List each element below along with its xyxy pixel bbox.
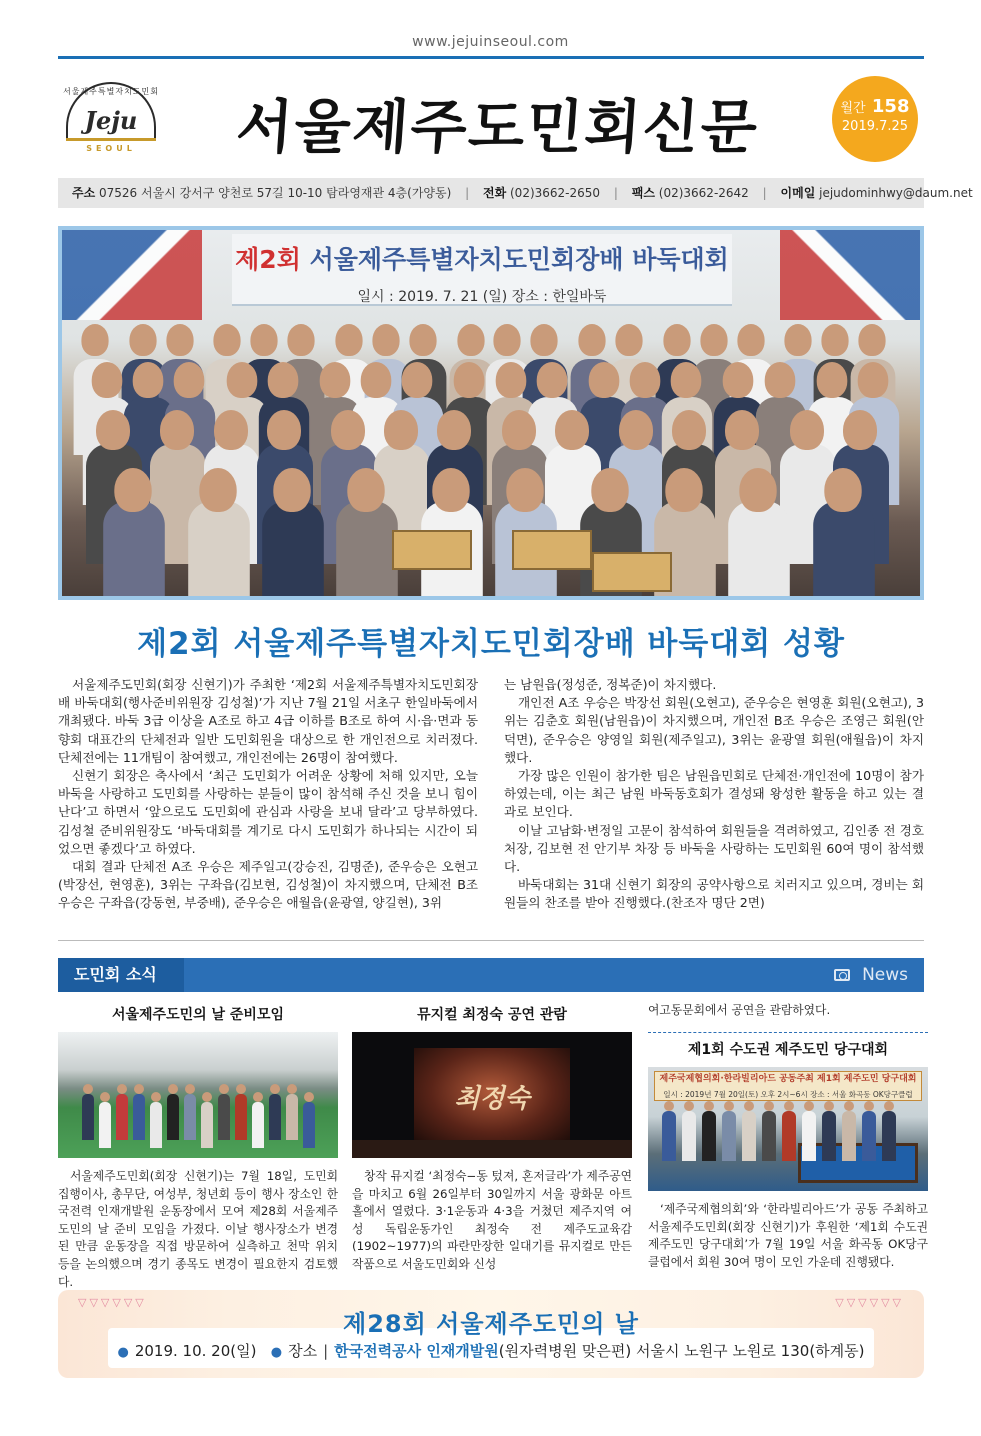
person-head: [384, 410, 418, 450]
person-head: [619, 410, 653, 450]
top-rule: [58, 56, 924, 59]
billiard-table: [798, 1143, 918, 1183]
person-head: [114, 468, 151, 512]
person-figure: [722, 1111, 736, 1161]
contact-info-bar: [58, 178, 973, 208]
person-figure: [762, 1111, 776, 1161]
person-head: [437, 410, 471, 450]
fax: (02)3662-2642: [658, 186, 749, 200]
person-figure: [167, 1094, 179, 1140]
person-head: [335, 324, 362, 356]
news-card-text: 창작 뮤지컬 ‘최정숙−동 텄져, 혼저글라’가 제주공연을 마치고 6월 26일부터 30일까지 서울 광화문 아트홀에서 열렸다. 3·1운동과 4·3을 거쳤던 제주지역 여성 독립운동가인 최정숙 전 제주도교육감(1902~1977)의 파란만장한 일대기를 뮤지컬로 만든 작품으로 서울도민회와 신성: [352, 1169, 632, 1271]
person-figure: [728, 501, 790, 600]
person-head: [457, 324, 484, 356]
person-head: [859, 324, 886, 356]
person-head: [816, 362, 847, 398]
stage-floor: [352, 1140, 632, 1158]
person-head: [858, 362, 889, 398]
person-head: [409, 324, 436, 356]
person-figure: [82, 1094, 94, 1140]
news-card-title: 제1회 수도권 제주도민 당구대회: [687, 1042, 889, 1058]
musical-stage-photo: [352, 1032, 632, 1158]
flag-decoration-right: [780, 230, 920, 320]
person-head: [700, 324, 727, 356]
person-head: [579, 324, 606, 356]
person-head: [615, 324, 642, 356]
person-head: [739, 468, 776, 512]
person-figure: [842, 1111, 856, 1161]
person-head: [432, 468, 469, 512]
stage-screen: [414, 1048, 570, 1144]
phone: (02)3662-2650: [510, 186, 601, 200]
person-head: [589, 362, 620, 398]
article-paragraph: 개인전 A조 우승은 박장선 회원(오현고), 준우승은 현영훈 회원(오현고), 3위는 김춘호 회원(남원읍)이 차지했으며, 개인전 B조 우승은 조영근 회원(안덕면), 준우승은 양영일 회원(제주일고), 3위는 윤광열 회원(애월읍)이 차지했다.: [504, 695, 924, 765]
person-head: [824, 468, 861, 512]
logo-sub: SEOUL: [86, 144, 136, 153]
person-figure: [103, 501, 165, 600]
flag-decoration-left: [62, 230, 202, 320]
person-figure: [862, 1111, 876, 1161]
jeju-seoul-logo: [58, 82, 166, 162]
issue-badge: [832, 76, 918, 162]
news-section-label-en: News: [862, 965, 908, 985]
person-head: [536, 362, 567, 398]
person-head: [92, 362, 123, 398]
person-figure: [184, 1094, 196, 1140]
person-head: [454, 362, 485, 398]
person-head: [199, 468, 236, 512]
person-head: [372, 324, 399, 356]
site-url[interactable]: www.jejuinseoul.com: [412, 34, 569, 50]
email[interactable]: jejudominhwy@daum.net: [819, 186, 973, 200]
logo-ring-text: 서울제주특별자치도민회: [62, 87, 159, 96]
event-place-address: 서울시 노원구 노원로 130(하계동): [635, 1342, 865, 1360]
news-card: [648, 1002, 928, 1271]
person-figure: [116, 1094, 128, 1140]
phone-label: 전화: [482, 186, 507, 200]
person-head: [267, 362, 298, 398]
person-head: [214, 410, 248, 450]
person-figure: [303, 1102, 315, 1148]
person-head: [663, 324, 690, 356]
person-head: [361, 362, 392, 398]
person-figure: [133, 1094, 145, 1140]
article-paragraph: 가장 많은 인원이 참가한 팀은 남원읍민회로 단체전·개인전에 10명이 참가하였는데, 이는 최근 남원 바둑동호회가 결성돼 왕성한 활동을 하고 있는 결과로 보인다.: [504, 768, 924, 820]
person-head: [402, 362, 433, 398]
person-figure: [336, 501, 398, 600]
article-paragraph: 서울제주도민회(회장 신현기)가 주최한 ‘제2회 서울제주특별자치도민회장배 바둑대회(행사준비위원장 김성철)’가 지난 7월 21일 서초구 한일바둑에서 개최됐다. 바둑 3급 이상을 A조로 하고 4급 이하를 B조로 하여 시·읍·면과 동향회 대표간의 단체전과 일반 도민회원을 대상으로 한 개인전으로 치러졌다. 단체전에는 11개팀이 참여했고, 개인전에는 26명이 참여했다.: [58, 677, 478, 765]
section-divider: [58, 940, 924, 941]
person-head: [506, 468, 543, 512]
person-head: [502, 410, 536, 450]
person-head: [96, 410, 130, 450]
billiard-banner-line: 제주국제협의회·한라빌리아드 공동주최 제1회 제주도민 당구대회: [659, 1074, 917, 1084]
main-group-photo: [58, 226, 924, 600]
person-figure: [218, 1094, 230, 1140]
person-figure: [662, 1111, 676, 1161]
person-head: [822, 324, 849, 356]
news-section-label: 도민회 소식: [58, 958, 184, 992]
go-board: [512, 530, 592, 570]
event-details: [58, 1340, 924, 1361]
fax-label: 팩스: [631, 186, 655, 200]
bunting-decoration-left: ▽▽▽▽▽▽: [78, 1296, 147, 1309]
person-figure: [702, 1111, 716, 1161]
person-head: [671, 362, 702, 398]
go-board: [392, 530, 472, 570]
person-figure: [813, 501, 875, 600]
person-head: [665, 468, 702, 512]
logo-bar: [66, 138, 156, 141]
event-announcement: [58, 1290, 924, 1378]
event-date: 2019. 10. 20(일): [134, 1342, 257, 1360]
person-figure: [802, 1111, 816, 1161]
camera-icon: [834, 969, 850, 981]
article-paragraph: 는 남원읍(정성준, 정복준)이 차지했다.: [504, 677, 717, 692]
person-head: [174, 362, 205, 398]
person-head: [630, 362, 661, 398]
person-head: [251, 324, 278, 356]
separator: |: [762, 186, 767, 200]
person-head: [129, 324, 156, 356]
person-figure: [252, 1102, 264, 1148]
person-head: [214, 324, 241, 356]
person-figure: [782, 1111, 796, 1161]
person-head: [785, 324, 812, 356]
issue-label: 월간: [840, 101, 866, 116]
person-figure: [150, 1102, 162, 1148]
person-figure: [822, 1111, 836, 1161]
bullet-icon: ●: [117, 1345, 129, 1360]
crowd-of-people: [62, 320, 920, 570]
address: 07526 서울시 강서구 양천로 57길 10-10 탐라영재관 4층(가양동): [99, 186, 452, 200]
person-head: [160, 410, 194, 450]
event-place-label: 장소: [288, 1342, 318, 1360]
person-head: [555, 410, 589, 450]
person-figure: [201, 1102, 213, 1148]
person-head: [267, 410, 301, 450]
separator: |: [465, 186, 470, 200]
person-head: [81, 324, 108, 356]
person-figure: [742, 1111, 756, 1161]
person-head: [288, 324, 315, 356]
person-figure: [188, 501, 250, 600]
photo-banner-sub: 일시 : 2019. 7. 21 (일) 장소 : 한일바둑: [357, 289, 607, 305]
headline: 제2회 서울제주특별자치도민회장배 바둑대회 성황: [137, 626, 845, 662]
billiard-tournament-photo: [648, 1067, 928, 1191]
poster-text: 최정숙: [454, 1084, 530, 1114]
billiard-banner: [654, 1071, 922, 1101]
person-head: [764, 362, 795, 398]
person-figure: [882, 1111, 896, 1161]
person-head: [843, 410, 877, 450]
person-head: [737, 324, 764, 356]
billiard-banner-line: 일시 : 2019년 7월 20일(토) 오후 2시~6시 장소 : 서울 화곡동 OK당구클럽: [663, 1090, 913, 1099]
field-meeting-photo: [58, 1032, 338, 1158]
main-article: [58, 676, 924, 928]
person-head: [495, 362, 526, 398]
person-head: [531, 324, 558, 356]
person-head: [320, 362, 351, 398]
person-figure: [235, 1094, 247, 1140]
person-figure: [682, 1111, 696, 1161]
person-head: [725, 410, 759, 450]
event-title: 제28회 서울제주도민의 날: [343, 1310, 639, 1338]
news-card-title: 서울제주도민의 날 준비모임: [111, 1007, 285, 1023]
news-section-header: [58, 958, 924, 992]
separator: |: [613, 186, 618, 200]
news-card-continuation: 여고동문회에서 공연을 관람하였다.: [648, 1003, 831, 1017]
email-label: 이메일: [780, 186, 816, 200]
person-head: [226, 362, 257, 398]
person-head: [591, 468, 628, 512]
person-head: [133, 362, 164, 398]
person-head: [790, 410, 824, 450]
article-paragraph: 이날 고남화·변정일 고문이 참석하여 회원들을 격려하였고, 김인종 전 경호처장, 김보현 전 안기부 차장 등 바둑을 사랑하는 도민회원 60여 명이 참석했다.: [504, 822, 924, 875]
person-head: [494, 324, 521, 356]
bunting-decoration-right: ▽▽▽▽▽▽: [835, 1296, 904, 1309]
person-head: [166, 324, 193, 356]
bullet-icon: ●: [270, 1345, 283, 1360]
person-head: [273, 468, 310, 512]
person-head: [723, 362, 754, 398]
person-figure: [262, 501, 324, 600]
news-card-text: ‘제주국제협의회’와 ‘한라빌리아드’가 공동 주최하고 서울제주도민회(회장 신현기)가 후원한 ‘제1회 수도권 제주도민 당구대회’가 7월 19일 서울 화곡동 OK당구클럽에서 회원 30여 명이 모인 가운데 진행됐다.: [648, 1202, 928, 1269]
person-figure: [286, 1094, 298, 1140]
article-paragraph: 대회 결과 단체전 A조 우승은 제주일고(강승진, 김명준), 준우승은 오현고(박장선, 현영훈), 3위는 구좌읍(김보현, 김성철)이 차지했으며, 단체전 B조 우승은 구좌읍(강동현, 부중배), 준우승은 애월읍(윤광열, 양길현), 3위: [58, 859, 478, 911]
article-paragraph: 신현기 회장은 축사에서 ‘최근 도민회가 어려운 상황에 처해 있지만, 오늘 바둑을 사랑하고 도민회를 사랑하는 분들이 많이 참석해 주신 것을 보니 힘이 난다’고 하면서 ‘앞으로도 도민회에 관심과 사랑을 보내 달라’고 당부하였다. 김성철 준비위원장도 ‘바둑대회를 계기로 다시 도민회가 하나되는 시간이 되었으면 좋겠다’고 하였다.: [58, 768, 478, 856]
issue-date: 2019.7.25: [841, 119, 909, 134]
event-place-note: (원자력병원 맞은편): [498, 1342, 632, 1360]
newspaper-title: 서울제주도민회신문: [234, 93, 762, 161]
issue-number: 158: [871, 96, 910, 117]
separator: |: [323, 1342, 329, 1360]
news-card: [352, 1002, 632, 1274]
article-column-right: [504, 676, 924, 913]
event-place-name: 한국전력공사 인재개발원: [334, 1342, 499, 1360]
news-card-title: 뮤지컬 최정숙 공연 관람: [417, 1007, 567, 1023]
article-column-left: [58, 676, 478, 913]
person-head: [672, 410, 706, 450]
masthead: [58, 68, 924, 174]
go-board: [592, 552, 672, 592]
photo-banner-title: 제2회 서울제주특별자치도민회장배 바둑대회: [235, 245, 729, 274]
person-figure: [269, 1094, 281, 1140]
news-card: [58, 1002, 338, 1291]
news-card-text: 서울제주도민회(회장 신현기)는 7월 18일, 도민회 집행이사, 총무단, 여성부, 청년회 등이 행사 장소인 한국전력 인재개발원 운동장에서 모여 제28회 서울제주도민의 날 준비 모임을 가졌다. 이날 행사장소가 변경된 만큼 운동장을 직접 방문하여 실측하고 천막 위치 등을 논의했으며 경기 종목도 변경이 필요한지 검토했다.: [58, 1169, 338, 1289]
event-banner-in-photo: [232, 234, 732, 306]
address-label: 주소: [72, 186, 96, 200]
logo-brand: Jeju: [84, 106, 138, 135]
dashed-divider: [648, 1032, 928, 1033]
article-paragraph: 바둑대회는 31대 신현기 회장의 공약사항으로 치러지고 있으며, 경비는 회원들의 찬조를 받아 진행했다.(찬조자 명단 2면): [504, 877, 924, 911]
issue-number-line: [832, 96, 918, 117]
person-head: [347, 468, 384, 512]
person-figure: [99, 1102, 111, 1148]
person-head: [331, 410, 365, 450]
